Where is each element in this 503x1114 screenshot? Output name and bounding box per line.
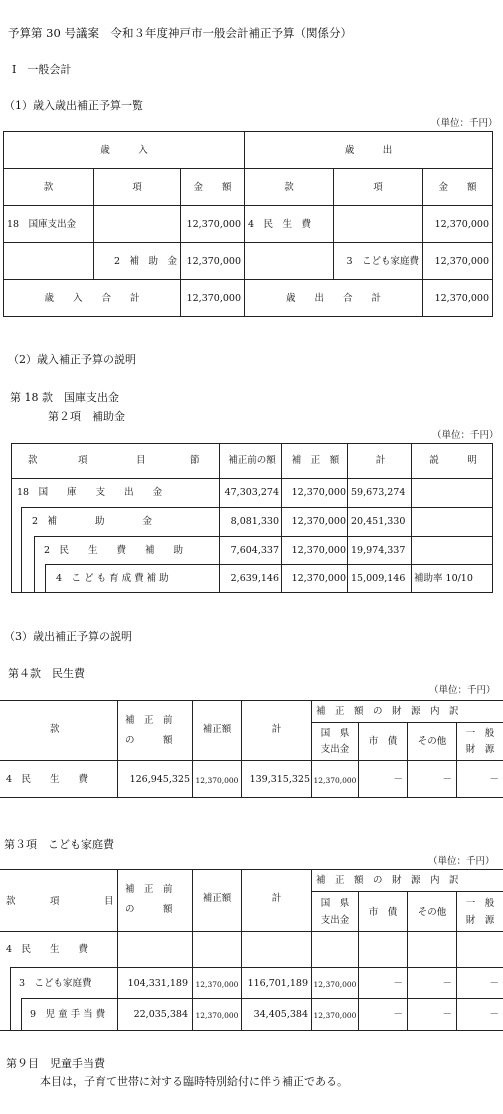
total-amount: 59,673,274 <box>351 487 406 498</box>
kokken-amount: 12,370,000 <box>313 776 357 785</box>
col-before-line1: 補 正 前 <box>125 884 173 895</box>
col-kan: 款 <box>50 724 60 735</box>
rev-kou-cell: 2 補 助 金 <box>94 243 181 280</box>
col-exp-amount: 金 額 <box>423 169 493 206</box>
row-label: 4 民 生 費 <box>6 944 89 955</box>
col-ippan-1: 一 般 <box>465 728 495 739</box>
row-label: 3 こども家庭費 <box>19 978 92 989</box>
col-total: 計 <box>375 455 386 466</box>
revenue-total-label: 歳 入 合 計 <box>4 280 181 317</box>
col-shisai: 市 債 <box>368 736 398 747</box>
revenue-header: 歳 入 <box>4 132 245 169</box>
total-amount: 15,009,146 <box>351 573 406 584</box>
empty-cell <box>334 206 423 243</box>
ippan-amount: － <box>489 774 499 785</box>
col-moku: 目 <box>104 896 114 907</box>
ippan-amount: － <box>489 1009 499 1020</box>
col-before-line2: の 額 <box>125 904 173 915</box>
total-amount: 116,701,189 <box>247 978 308 989</box>
hosei-amount: 12,370,000 <box>291 516 346 527</box>
col-sonota: その他 <box>417 907 447 918</box>
expenditure-kan-title: 第４款 民生費 <box>8 667 85 680</box>
col-kokken-2: 支出金 <box>320 744 350 755</box>
empty-cell <box>245 243 334 280</box>
col-before-line2: の 額 <box>125 735 173 746</box>
expenditure-kou-table <box>0 869 503 1031</box>
row-label: 9 児 童 手 当 費 <box>30 1009 106 1020</box>
before-amount: 104,331,189 <box>127 978 188 989</box>
expenditure-header: 歳 出 <box>245 132 493 169</box>
hosei-amount: 12,370,000 <box>291 487 346 498</box>
col-kokken-2: 支出金 <box>320 915 350 926</box>
subsection-1-title: （1）歳入歳出補正予算一覧 <box>4 99 143 112</box>
explanation-note: 補助率 10/10 <box>414 573 473 584</box>
kokken-amount: 12,370,000 <box>313 980 357 989</box>
col-ippan-2: 財 源 <box>465 744 495 755</box>
col-total: 計 <box>271 724 282 735</box>
document-title: 予算第 30 号議案 令和３年度神戸市一般会計補正予算（関係分） <box>8 26 352 40</box>
hosei-amount: 12,370,000 <box>195 776 239 785</box>
exp-kan-cell: 4 民 生 費 <box>245 206 334 243</box>
col-setsu: 節 <box>190 455 200 466</box>
expenditure-total-label: 歳 出 合 計 <box>245 280 423 317</box>
col-hosei: 補正額 <box>202 724 232 735</box>
row-label: 18 国 庫 支 出 金 <box>17 487 163 498</box>
expenditure-kan-table <box>0 700 503 798</box>
col-moku: 目 <box>136 455 146 466</box>
hosei-amount: 12,370,000 <box>291 573 346 584</box>
unit-label-2: （単位：千円） <box>432 430 499 441</box>
revenue-detail-table <box>11 443 493 593</box>
total-amount: 20,451,330 <box>351 516 406 527</box>
shisai-amount: － <box>393 1009 403 1020</box>
expenditure-kou-title: 第３項 こども家庭費 <box>4 838 114 851</box>
total-amount: 34,405,384 <box>253 1009 308 1020</box>
shisai-amount: － <box>393 978 403 989</box>
section-general-account: Ⅰ 一般会計 <box>12 63 72 76</box>
col-ippan-1: 一 般 <box>465 898 495 909</box>
col-hosei-amount: 補 正 額 <box>291 455 340 466</box>
before-amount: 8,081,330 <box>230 516 279 527</box>
sonota-amount: － <box>442 1009 452 1020</box>
exp-amount-cell: 12,370,000 <box>423 206 493 243</box>
col-ippan-2: 財 源 <box>465 915 495 926</box>
expenditure-total-amount: 12,370,000 <box>423 280 493 317</box>
empty-cell <box>4 243 94 280</box>
ippan-amount: － <box>489 978 499 989</box>
unit-label-3: （単位：千円） <box>429 685 496 696</box>
unit-label-4: （単位：千円） <box>428 856 495 867</box>
col-kou: 項 <box>78 455 88 466</box>
col-kokken-1: 国 県 <box>320 898 350 909</box>
col-hosei: 補正額 <box>202 893 232 904</box>
col-explanation: 説 明 <box>429 455 477 466</box>
col-exp-kou: 項 <box>334 169 423 206</box>
hosei-amount: 12,370,000 <box>195 1011 239 1020</box>
col-exp-kan: 款 <box>245 169 334 206</box>
col-kan: 款 <box>6 896 16 907</box>
row-label: 4 民 生 費 <box>6 774 89 785</box>
col-before-amount: 補正前の額 <box>228 455 276 466</box>
row-label: 2 民 生 費 補 助 <box>44 545 184 556</box>
summary-table <box>3 131 493 317</box>
revenue-total-amount: 12,370,000 <box>181 280 245 317</box>
total-amount: 19,974,337 <box>351 545 406 556</box>
before-amount: 2,639,146 <box>230 573 279 584</box>
col-kou: 項 <box>50 896 60 907</box>
col-kan: 款 <box>4 169 94 206</box>
hosei-amount: 12,370,000 <box>291 545 346 556</box>
before-amount: 22,035,384 <box>133 1009 188 1020</box>
rev-amount-cell: 12,370,000 <box>181 206 245 243</box>
footnote-text: 本目は，子育て世帯に対する臨時特別給付に伴う補正である。 <box>40 1075 348 1088</box>
rev-kan-cell: 18 国庫支出金 <box>4 206 94 243</box>
col-zaigen: 補 正 額 の 財 源 内 訳 <box>316 706 459 717</box>
col-kou: 項 <box>94 169 181 206</box>
col-before-line1: 補 正 前 <box>125 715 173 726</box>
before-amount: 7,604,337 <box>230 545 279 556</box>
hosei-amount: 12,370,000 <box>195 980 239 989</box>
exp-kou-cell: 3 こども家庭費 <box>334 243 423 280</box>
exp-amount-cell: 12,370,000 <box>423 243 493 280</box>
revenue-kan-title: 第 18 款 国庫支出金 <box>10 391 119 404</box>
footnote-title: 第９目 児童手当費 <box>6 1057 105 1070</box>
revenue-kou-title: 第２項 補助金 <box>48 410 125 423</box>
kokken-amount: 12,370,000 <box>313 1011 357 1020</box>
col-zaigen: 補 正 額 の 財 源 内 訳 <box>316 875 459 886</box>
col-kan: 款 <box>28 455 38 466</box>
col-kokken-1: 国 県 <box>320 728 350 739</box>
before-amount: 126,945,325 <box>129 774 190 785</box>
row-label: 4 こ ど も 育 成 費 補 助 <box>56 573 169 584</box>
col-shisai: 市 債 <box>368 907 398 918</box>
subsection-3-title: （3）歳出補正予算の説明 <box>4 630 132 643</box>
shisai-amount: － <box>393 774 403 785</box>
sonota-amount: － <box>442 774 452 785</box>
col-sonota: その他 <box>417 736 447 747</box>
sonota-amount: － <box>442 978 452 989</box>
unit-label-1: （単位：千円） <box>431 118 498 129</box>
col-amount: 金 額 <box>181 169 245 206</box>
rev-amount-cell: 12,370,000 <box>181 243 245 280</box>
row-label: 2 補 助 金 <box>32 516 153 527</box>
total-amount: 139,315,325 <box>249 774 310 785</box>
col-total: 計 <box>271 893 282 904</box>
subsection-2-title: （2）歳入補正予算の説明 <box>8 353 136 366</box>
before-amount: 47,303,274 <box>224 487 279 498</box>
empty-cell <box>94 206 181 243</box>
